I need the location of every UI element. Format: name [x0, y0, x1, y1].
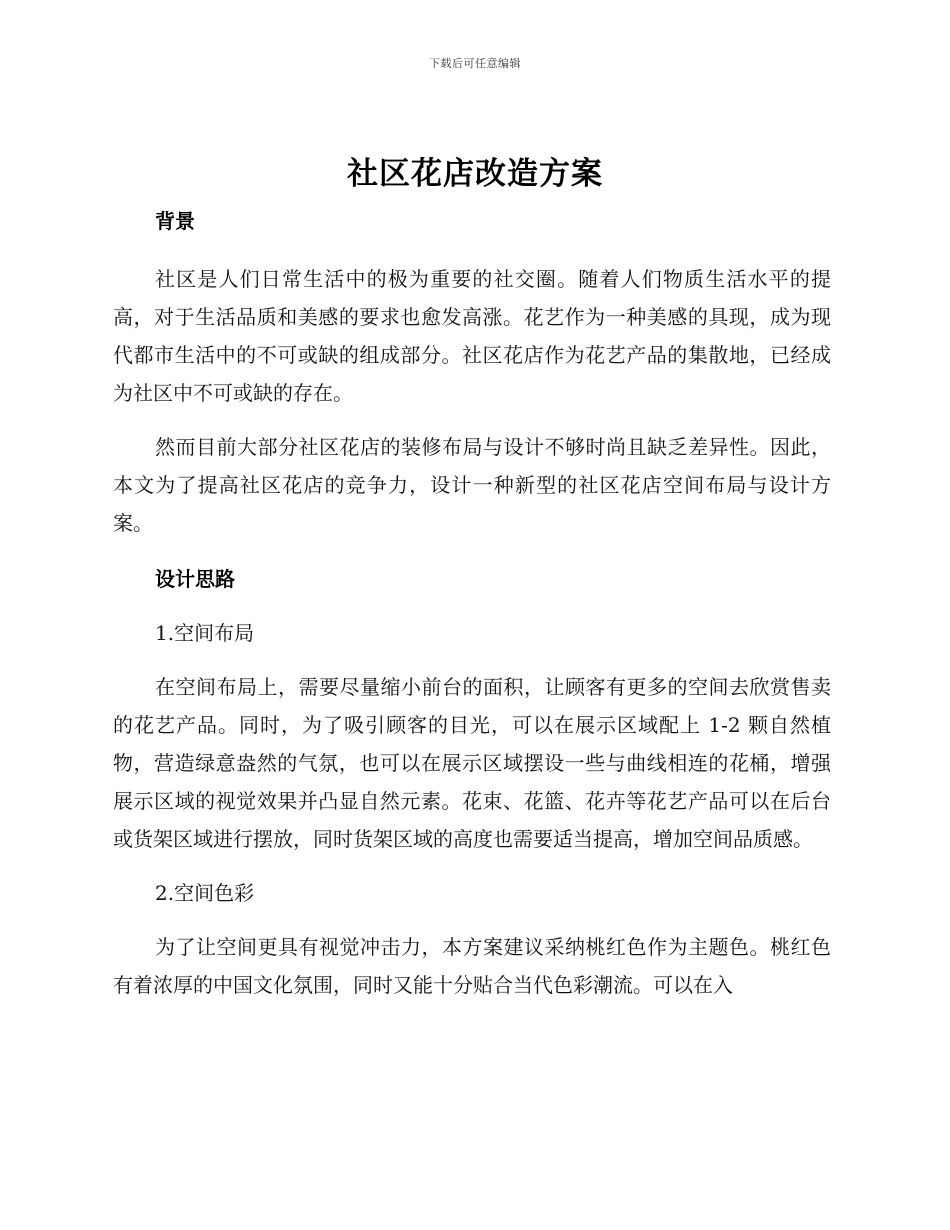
- subheading-space-color: 2.空间色彩: [155, 881, 255, 905]
- section-heading-background: 背景: [155, 209, 195, 233]
- document-body: [113, 202, 831, 1020]
- paragraph: 为了让空间更具有视觉冲击力，本方案建议采纳桃红色作为主题色。桃红色有着浓厚的中国文化氛围，同时又能十分贴合当代色彩潮流。可以在入: [113, 935, 831, 997]
- subheading-space-layout: 1.空间布局: [155, 621, 255, 645]
- paragraph: 然而目前大部分社区花店的装修布局与设计不够时尚且缺乏差异性。因此，本文为了提高社区花店的竞争力，设计一种新型的社区花店空间布局与设计方案。: [113, 435, 831, 535]
- paragraph: 社区是人们日常生活中的极为重要的社交圈。随着人们物质生活水平的提高，对于生活品质和美感的要求也愈发高涨。花艺作为一种美感的具现，成为现代都市生活中的不可或缺的组成部分。社区花店作为花艺产品的集散地，已经成为社区中不可或缺的存在。: [113, 267, 831, 405]
- paragraph: 在空间布局上，需要尽量缩小前台的面积，让顾客有更多的空间去欣赏售卖的花艺产品。同时，为了吸引顾客的目光，可以在展示区域配上 1-2 颗自然植物，营造绿意盎然的气氛，也可以在展示区域摆设一些与曲线相连的花桶，增强展示区域的视觉效果并凸显自然元素。花束、花篮、花卉等花艺产品可以在后台或货架区域进行摆放，同时货架区域的高度也需要适当提高，增加空间品质感。: [113, 675, 831, 851]
- document-title: 社区花店改造方案: [347, 156, 603, 192]
- header-note: 下载后可任意编辑: [429, 57, 521, 70]
- section-heading-design: 设计思路: [155, 567, 235, 591]
